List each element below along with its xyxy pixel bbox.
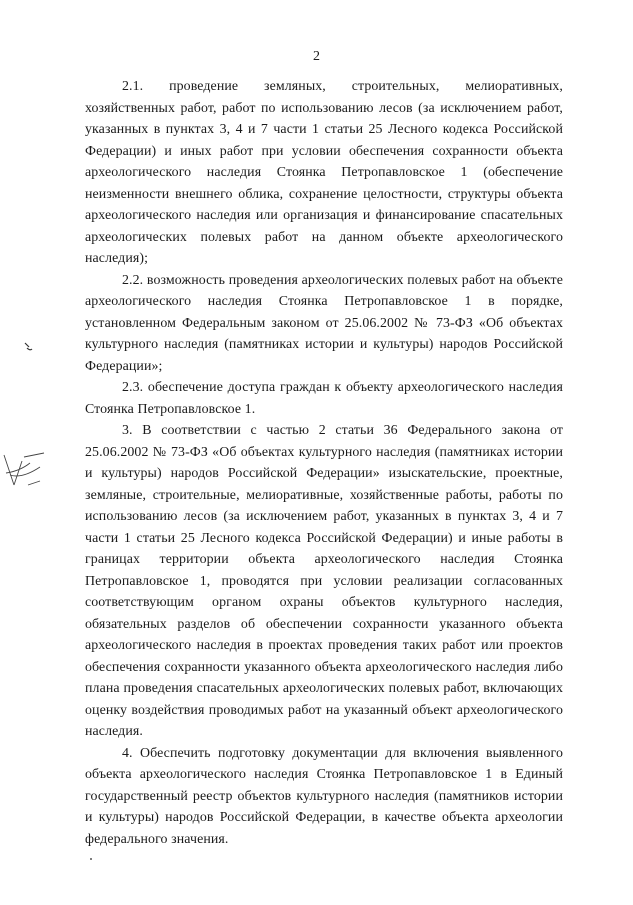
paragraph-2-2: 2.2. возможность проведения археологических полевых работ на объекте археологического наследия Стоянка Петропавловское 1 в порядке, установленном Федеральным законом от 25.06.2002 № 73-ФЗ «Об объектах культурного наследия (памятниках истории и культуры) народов Российской Федерации»; (85, 272, 563, 374)
document-body (85, 76, 563, 850)
paragraph-2-1: 2.1. проведение земляных, строительных, мелиоративных, хозяйственных работ, работ по использованию лесов (за исключением работ, указанных в пунктах 3, 4 и 7 части 1 статьи 25 Лесного кодекса Российской Федерации) и иных работ при условии обеспечения сохранности объекта археологического наследия Стоянка Петропавловское 1 (обеспечение неизменности внешнего облика, сохранение целостности, структуры объекта археологического наследия или организация и финансирование спасательных археологических полевых работ на данном объекте археологического наследия); (85, 79, 563, 266)
scan-speck (90, 858, 92, 860)
margin-pen-mark (22, 340, 36, 354)
margin-signature-mark (0, 445, 48, 505)
paragraph-4: 4. Обеспечить подготовку документации для включения выявленного объекта археологического наследия Стоянка Петропавловское 1 в Единый государственный реестр объектов культурного наследия (памятников истории и культуры) народов Российской Федерации, в качестве объекта археологии федерального значения. (85, 745, 563, 847)
page-number: 2 (313, 49, 320, 64)
paragraph-2-3: 2.3. обеспечение доступа граждан к объекту археологического наследия Стоянка Петропавловское 1. (85, 380, 563, 417)
paragraph-3: 3. В соответствии с частью 2 статьи 36 Федерального закона от 25.06.2002 № 73-ФЗ «Об объектах культурного наследия (памятниках истории и культуры) народов Российской Федерации» изыскательские, проектные, земляные, строительные, мелиоративные, хозяйственные работы, работы по использованию лесов (за исключением работ, указанных в пунктах 3, 4 и 7 части 1 статьи 25 Лесного кодекса Российской Федерации) и иные работы в границах территории объекта археологического наследия Стоянка Петропавловское 1, проводятся при условии реализации согласованных соответствующим органом охраны объектов культурного наследия, обязательных разделов об обеспечении сохранности указанного объекта археологического наследия в проектах проведения таких работ или проектов обеспечения сохранности указанного объекта археологического наследия либо плана проведения спасательных археологических полевых работ, включающих оценку воздействия проводимых работ на указанный объект археологического наследия. (85, 423, 563, 739)
